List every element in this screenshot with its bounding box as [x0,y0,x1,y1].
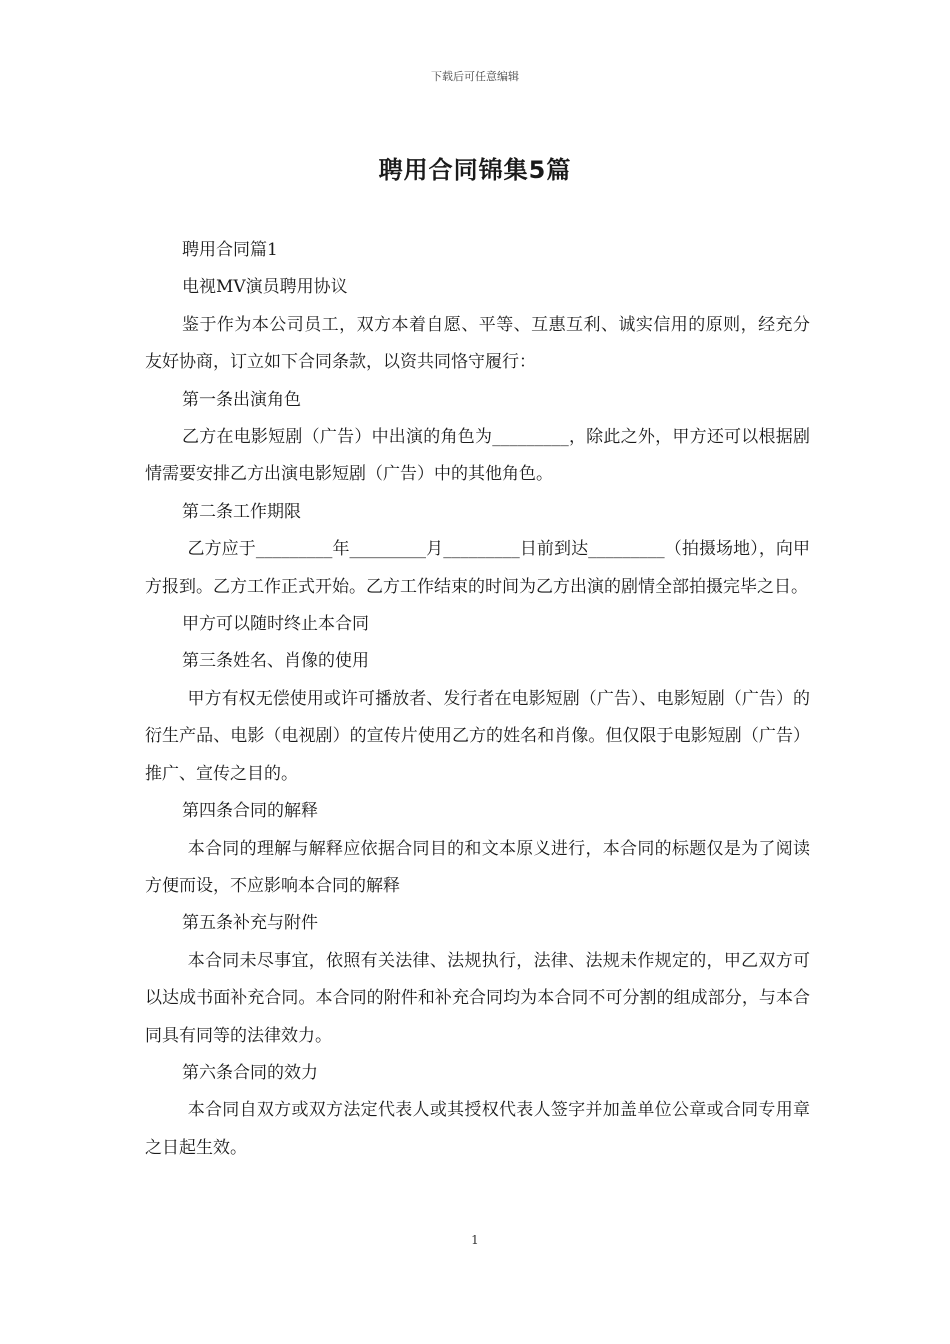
clause-heading: 第一条出演角色 [182,389,301,410]
clause-heading: 第二条工作期限 [182,501,301,522]
body-paragraph: 鉴于作为本公司员工，双方本着自愿、平等、互惠互利、诚实信用的原则，经充分友好协商，订立如下合同条款，以资共同恪守履行： [145,314,810,373]
clause-heading: 第三条姓名、肖像的使用 [182,651,369,672]
page-header-note: 下载后可任意编辑 [431,70,519,83]
body-paragraph: 本合同的理解与解释应依据合同目的和文本原义进行，本合同的标题仅是为了阅读方便而设，不应影响本合同的解释 [145,838,811,896]
body-paragraph: 乙方在电影短剧（广告）中出演的角色为_________，除此之外，甲方还可以根据剧情需要安排乙方出演电影短剧（广告）中的其他角色。 [145,427,810,485]
clause-heading: 第六条合同的效力 [182,1062,318,1083]
document-body [145,232,810,1167]
body-paragraph: 甲方可以随时终止本合同 [182,614,369,635]
page-number: 1 [471,1233,479,1247]
body-paragraph: 本合同自双方或双方法定代表人或其授权代表人签字并加盖单位公章或合同专用章之日起生效。 [145,1100,811,1158]
body-paragraph: 乙方应于_________年_________月_________日前到达_________（拍摄场地），向甲方报到。乙方工作正式开始。乙方工作结束的时间为乙方出演的剧情全部拍摄完毕之日。 [145,539,811,597]
clause-heading: 第四条合同的解释 [182,801,318,822]
section-heading: 聘用合同篇1 [182,240,278,260]
body-paragraph: 甲方有权无偿使用或许可播放者、发行者在电影短剧（广告）、电影短剧（广告）的衍生产品、电影（电视剧）的宣传片使用乙方的姓名和肖像。但仅限于电影短剧（广告）推广、宣传之目的。 [145,688,811,784]
document-title: 聘用合同锦集5篇 [378,156,572,184]
body-paragraph: 本合同未尽事宜，依照有关法律、法规执行，法律、法规未作规定的，甲乙双方可以达成书面补充合同。本合同的附件和补充合同均为本合同不可分割的组成部分，与本合同具有同等的法律效力。 [145,950,811,1046]
agreement-title: 电视MV演员聘用协议 [182,277,348,298]
clause-heading: 第五条补充与附件 [182,913,318,934]
